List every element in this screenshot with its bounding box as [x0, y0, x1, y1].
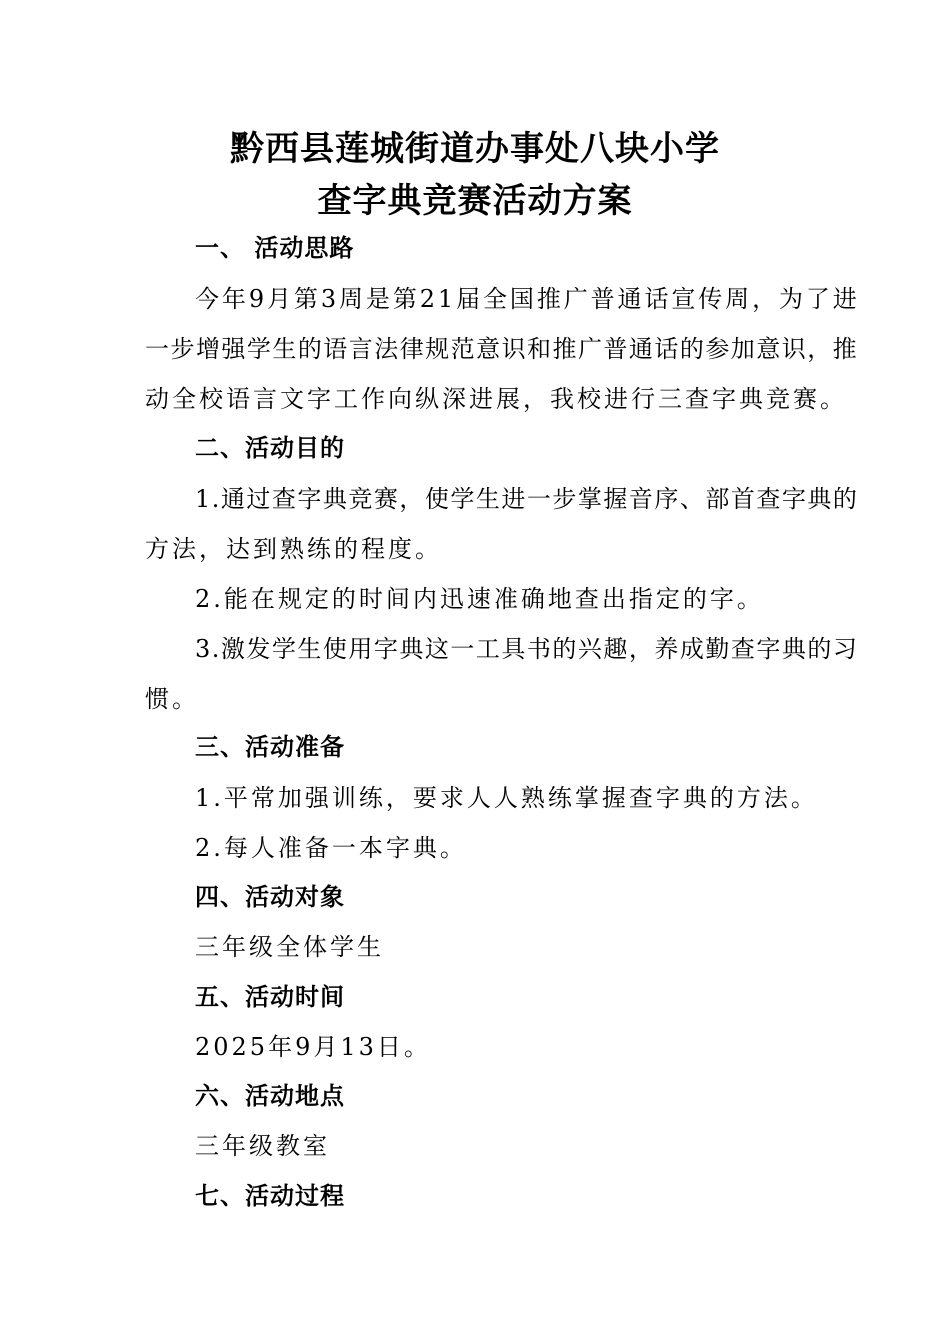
paragraph-line: 惯。	[145, 685, 199, 713]
paragraph-line: 1 . 通 过 查 字 典 竞 赛 ， 使 学 生 进 一 步 掌 握 音 序 、 部 首 查 字 典 的	[195, 485, 857, 513]
document-title-line-2: 查字典竞赛活动方案	[317, 181, 633, 221]
paragraph-line: 2.能在规定的时间内迅速准确地查出指定的字。	[195, 585, 764, 613]
paragraph-line: 2025年9月13日。	[195, 1033, 431, 1061]
section-heading-6: 六、活动地点	[195, 1082, 345, 1110]
paragraph-line: 三年级教室	[195, 1132, 330, 1160]
paragraph-line: 一 步 增 强 学 生 的 语 言 法 律 规 范 意 识 和 推 广 普 通 话 的 参 加 意 识 ， 推	[145, 335, 857, 363]
paragraph-line: 动全校语言文字工作向纵深进展，我校进行三查字典竞赛。	[145, 385, 847, 413]
paragraph-line: 3 . 激 发 学 生 使 用 字 典 这 一 工 具 书 的 兴 趣 ， 养 成 勤 查 字 典 的 习	[195, 635, 857, 663]
section-heading-5: 五、活动时间	[195, 983, 345, 1011]
paragraph-line: 2.每人准备一本字典。	[195, 834, 467, 862]
section-heading-2: 二、活动目的	[195, 434, 345, 462]
section-heading-4: 四、活动对象	[195, 883, 345, 911]
paragraph-line: 1.平常加强训练，要求人人熟练掌握查字典的方法。	[195, 784, 818, 812]
section-heading-3: 三、活动准备	[195, 733, 345, 761]
paragraph-line: 今 年 9 月 第 3 周 是 第 2 1 届 全 国 推 广 普 通 话 宣 传 周 ， 为 了 进	[195, 285, 857, 313]
paragraph-line: 三年级全体学生	[195, 933, 384, 961]
section-heading-7: 七、活动过程	[195, 1182, 345, 1210]
document-title-line-1: 黔西县莲城街道办事处八块小学	[230, 129, 720, 169]
section-heading-1: 一、 活动思路	[195, 234, 355, 262]
paragraph-line: 方法，达到熟练的程度。	[145, 535, 442, 563]
